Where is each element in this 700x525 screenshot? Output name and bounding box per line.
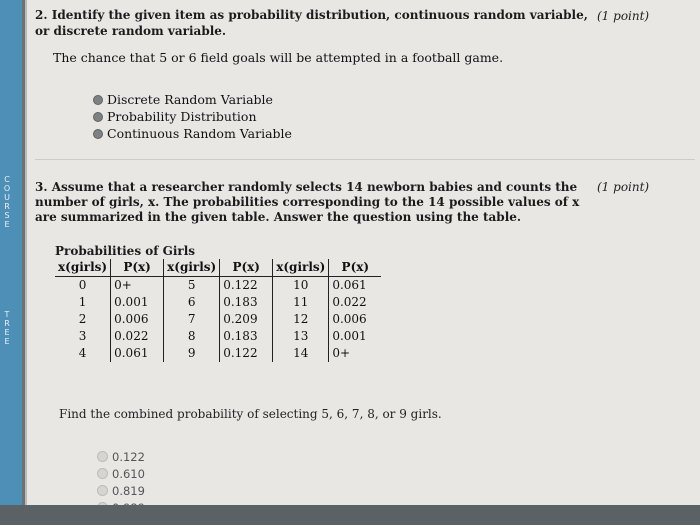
table-row: 4 0.061 9 0.122 14 0+: [55, 345, 381, 362]
option-discrete[interactable]: Discrete Random Variable: [93, 91, 292, 108]
quiz-page: [25, 0, 700, 505]
header-x3: x(girls): [273, 259, 329, 277]
table-row: 3 0.022 8 0.183 13 0.001: [55, 328, 381, 345]
monitor-bezel: [0, 505, 700, 525]
divider: [35, 159, 695, 160]
sidebar-letters-bottom: T R E E: [4, 310, 10, 346]
radio-icon[interactable]: [97, 451, 108, 462]
question-3-points: (1 point): [597, 180, 650, 194]
question-3-prompt: Find the combined probability of selecting 5, 6, 7, 8, or 9 girls.: [59, 407, 442, 421]
option-probability-distribution[interactable]: Probability Distribution: [93, 108, 292, 125]
answer-option[interactable]: 0.610: [97, 465, 145, 482]
header-p2: P(x): [220, 259, 273, 277]
table-row: 1 0.001 6 0.183 11 0.022: [55, 294, 381, 311]
table-row: 0 0+ 5 0.122 10 0.061: [55, 277, 381, 295]
header-x1: x(girls): [55, 259, 111, 277]
header-p1: P(x): [111, 259, 164, 277]
radio-icon[interactable]: [93, 112, 103, 122]
question-2-title: 2. Identify the given item as probability distribution, continuous random variable, or discrete random variable.: [35, 8, 588, 38]
option-continuous[interactable]: Continuous Random Variable: [93, 125, 292, 142]
question-2-options: [93, 91, 292, 142]
question-2-points: (1 point): [597, 9, 650, 23]
table-title: Probabilities of Girls: [55, 244, 196, 258]
radio-icon[interactable]: [93, 129, 103, 139]
table-header-row: [55, 259, 381, 277]
header-x2: x(girls): [164, 259, 220, 277]
sidebar-letters-top: C O U R S E: [3, 175, 11, 229]
course-sidebar: [0, 0, 22, 525]
radio-icon[interactable]: [93, 95, 103, 105]
probability-table: [55, 259, 381, 362]
answer-option[interactable]: 0.122: [97, 448, 145, 465]
radio-icon[interactable]: [97, 485, 108, 496]
radio-icon[interactable]: [97, 468, 108, 479]
table-row: 2 0.006 7 0.209 12 0.006: [55, 311, 381, 328]
question-2-prompt: The chance that 5 or 6 field goals will be attempted in a football game.: [53, 50, 504, 65]
question-3-title: 3. Assume that a researcher randomly selects 14 newborn babies and counts the number of girls, x. The probabilities corresponding to the 14 possible values of x are summarized in the given table. Answer the question using the table.: [35, 180, 580, 224]
answer-option[interactable]: 0.819: [97, 482, 145, 499]
header-p3: P(x): [329, 259, 382, 277]
